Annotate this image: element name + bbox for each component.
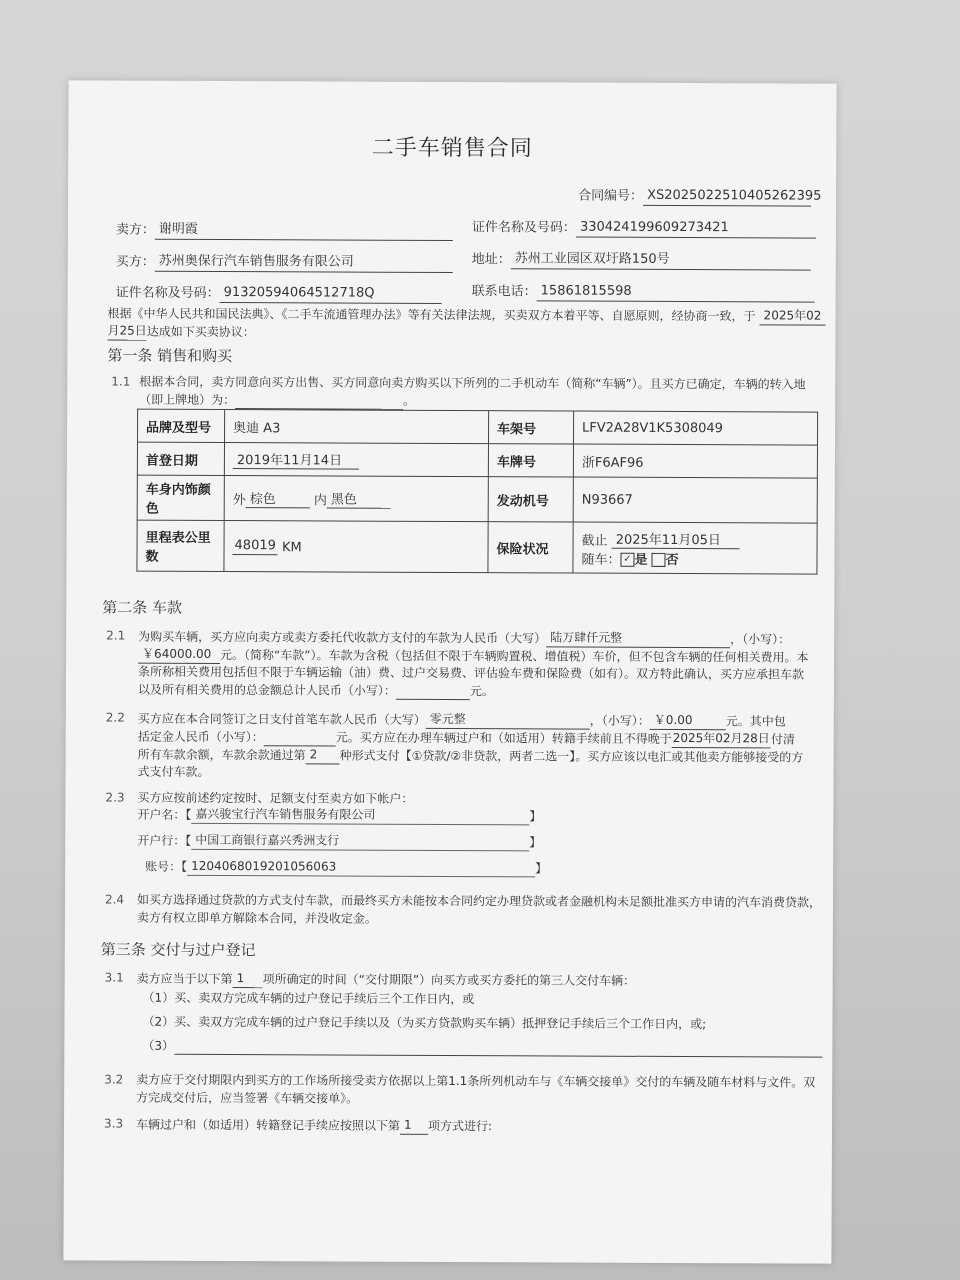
- no-label: 否: [665, 552, 679, 568]
- section1-title: 第一条 销售和购买: [107, 346, 233, 366]
- vin-label: 车架号: [488, 411, 573, 444]
- yes-checkbox[interactable]: ✓: [620, 553, 634, 567]
- delivery-option-3: [142, 1037, 822, 1058]
- account-name-close: 】: [529, 809, 542, 824]
- clause-2-1-text-d: 以及所有相关费用的总金额总计人民币（小写）：: [137, 682, 396, 698]
- seller-id: 330424199609273421: [576, 219, 816, 239]
- section2-title: 第二条 车款: [102, 598, 183, 617]
- first-payment-number: ￥0.00: [650, 711, 726, 730]
- exterior-color: 棕色: [246, 488, 310, 508]
- total-amount-blank: [396, 683, 470, 700]
- yes-label: 是: [634, 552, 648, 568]
- clause-3-3-line1: [136, 1115, 492, 1136]
- clause-2-2-text-e: 元。买方应在办理车辆过户和（如适用）转籍手续前且不得晚于: [335, 730, 672, 746]
- seller-row: [116, 221, 453, 241]
- buyer-id-row: [116, 284, 442, 304]
- buyer-id: 91320594064512718Q: [220, 284, 442, 304]
- account-number-row: [145, 857, 547, 878]
- table-row: [138, 409, 818, 445]
- clause-1-1-line2: [139, 391, 415, 410]
- vehicle-info-table: [136, 409, 818, 575]
- deposit-blank: [264, 729, 336, 746]
- clause-3-1-text-a: 卖方应当于以下第: [136, 971, 233, 987]
- clause-2-1-line3: 条所称相关费用包括但不限于车辆运输（油）费、过户交易费、评估验车费和保险费（如有）。双方特此确认，买方应承担车款: [137, 664, 805, 682]
- clause-3-1-line1: [137, 969, 636, 990]
- color-cell: [224, 476, 488, 522]
- buyer-id-label: 证件名称及号码：: [115, 285, 220, 301]
- clause-2-2-text-g: 所有车款余额，车款余款通过第: [137, 747, 306, 763]
- account-number-label: 账号：【: [145, 859, 188, 874]
- vin-value: LFV2A28V1K5308049: [573, 411, 817, 445]
- clause-3-2-line1: 卖方应于交付期限内到买方的工作场所接受卖方依据以上第1.1条所列机动车与《车辆交接单》交付的车辆及随车材料与文件。双: [136, 1072, 816, 1090]
- delivery-option-1: （1）买、卖双方完成车辆的过户登记手续后三个工作日内，或: [142, 990, 475, 1007]
- buyer-name: 苏州奥保行汽车销售服务有限公司: [155, 253, 453, 273]
- plate-value: 浙F6AF96: [573, 444, 817, 478]
- section3-title: 第三条 交付与过户登记: [100, 940, 256, 960]
- clause-3-2-number: 3.2: [104, 1072, 124, 1087]
- clause-2-1-text-e: 元。: [469, 684, 494, 699]
- clause-2-1-text-c: 元。（简称“车款”）。车款为含税（包括但不限于车辆购置税、增值税）车价，但不包含车辆的任何相关费用。本: [220, 647, 809, 665]
- preamble-date-a: 2025年02: [760, 306, 826, 325]
- mileage-unit: KM: [282, 539, 302, 555]
- account-number-close: 】: [535, 861, 548, 876]
- clause-2-2-text-c: 元。其中包: [725, 714, 786, 729]
- clause-2-3-number: 2.3: [105, 790, 125, 805]
- preamble-end: 达成如下买卖协议：: [146, 324, 255, 340]
- clause-1-1-number: 1.1: [111, 374, 131, 389]
- insurance-date: 2025年11月05日: [612, 528, 740, 549]
- account-name-row: [137, 805, 541, 826]
- account-bank-row: [137, 831, 541, 852]
- interior-color: 黑色: [327, 488, 391, 508]
- mileage-label: 里程表公里数: [137, 520, 224, 571]
- clause-2-2-text-f: 付清: [770, 732, 795, 747]
- clause-2-2-text-b: ，（小写）：: [589, 713, 650, 728]
- brand-label: 品牌及型号: [138, 409, 225, 442]
- insurance-prefix: 截止: [581, 533, 608, 549]
- contract-number-label: 合同编号：: [578, 188, 644, 204]
- insurance-cell: [573, 522, 817, 574]
- clause-2-2-line4: 式支付车款。: [137, 764, 210, 779]
- clause-1-1-line1: 根据本合同，卖方同意向买方出售、买方同意向卖方购买以下所列的二手机动车（简称“车辆”）。且买方已确定，车辆的转入地: [139, 374, 806, 392]
- address-row: [472, 250, 811, 270]
- preamble-line2: [107, 322, 254, 342]
- preamble-date-b: 月25日: [107, 322, 146, 341]
- clause-2-2-text-a: 买方应在本合同签订之日支付首笔车款人民币（大写）: [137, 711, 426, 727]
- no-checkbox[interactable]: [652, 553, 666, 567]
- mileage-cell: [224, 521, 488, 573]
- account-number: 1204068019201056063: [187, 857, 535, 878]
- clause-2-2-line3: [138, 745, 804, 767]
- brand-value: 奥迪 A3: [224, 410, 488, 444]
- clause-2-1-text-b: ，（小写）：: [730, 632, 791, 647]
- first-payment-uppercase: 零元整: [426, 710, 590, 730]
- clause-2-1-number: 2.1: [106, 628, 126, 643]
- delivery-option-2: （2）买、卖双方完成车辆的过户登记手续以及（为买方贷款购买车辆）抵押登记手续后三个工作日内，或;: [142, 1014, 707, 1032]
- clause-3-2-line2: 方完成交付后，应当签署《车辆交接单》。: [136, 1090, 359, 1106]
- contract-number-value: XS2025022510405262395: [643, 187, 811, 207]
- delivery-option-3-blank: [174, 1038, 822, 1058]
- payment-deadline: 2025年02月28日: [672, 729, 771, 748]
- reg-date-cell: [224, 443, 488, 477]
- clause-3-3-number: 3.3: [103, 1116, 124, 1131]
- clause-3-3-text-a: 车辆过户和（如适用）转籍登记手续应按照以下第: [135, 1117, 401, 1133]
- buyer-label: 买方：: [115, 254, 155, 270]
- account-name-label: 开户名：【: [137, 807, 192, 822]
- insurance-date-line: [582, 528, 809, 549]
- insurance-label: 保险状况: [488, 522, 573, 573]
- preamble-text: 根据《中华人民共和国民法典》、《二手车流通管理办法》等有关法律法规，买卖双方本着平等、自愿原则，经协商一致，于: [107, 306, 756, 324]
- clause-1-1-label: （即上牌地）为：: [139, 392, 236, 408]
- engine-value: N93667: [573, 477, 817, 523]
- table-row: [137, 442, 817, 478]
- clause-2-4-number: 2.4: [104, 892, 125, 907]
- clause-2-4-line2: 卖方有权立即单方解除本合同，并没收定金。: [136, 910, 377, 926]
- clause-2-2-number: 2.2: [105, 710, 125, 725]
- seller-id-label: 证件名称及号码：: [471, 220, 576, 236]
- price-number: ￥64000.00: [138, 645, 220, 664]
- clause-3-3-text-b: 项方式进行:: [428, 1118, 493, 1134]
- interior-prefix: 内: [313, 493, 327, 509]
- clause-2-2-text-h: 种形式支付【①贷款/②非贷款，两者二选一】。买方应该以电汇或其他卖方能够接受的方: [339, 748, 804, 765]
- mileage-value: 48019: [233, 538, 278, 555]
- phone-value: 15861815598: [537, 282, 815, 302]
- engine-label: 发动机号: [488, 477, 573, 522]
- with-car-label: 随车：: [581, 552, 621, 568]
- address-label: 地址：: [471, 252, 511, 268]
- account-bank-label: 开户行：【: [137, 833, 192, 848]
- address-value: 苏州工业园区双圩路150号: [511, 250, 811, 270]
- account-name: 嘉兴骏宝行汽车销售服务有限公司: [191, 805, 529, 825]
- clause-2-4-line1: 如买方选择通过贷款的方式支付车款，而最终买方未能按本合同约定办理贷款或者金融机构未足额批准买方申请的汽车消费贷款，: [136, 892, 822, 910]
- transfer-option-choice: 1: [400, 1116, 428, 1135]
- buyer-row: [116, 253, 453, 273]
- clause-2-1-line4: [138, 681, 494, 701]
- reg-date-value: 2019年11月14日: [233, 449, 359, 470]
- color-label: 车身内饰颜色: [137, 475, 224, 520]
- price-uppercase: 陆万肆仟元整: [546, 628, 730, 648]
- delivery-option-choice: 1: [233, 969, 263, 988]
- clause-2-1-text-a: 为购买车辆，买方应向卖方或卖方委托代收款方支付的车款为人民币（大写）: [138, 629, 547, 646]
- clause-3-1-text-b: 项所确定的时间（“交付期限”）向买方或买方委托的第三人交付车辆：: [262, 972, 636, 988]
- account-bank: 中国工商银行嘉兴秀洲支行: [191, 831, 529, 851]
- contract-paper: [63, 80, 836, 1263]
- exterior-prefix: 外: [232, 493, 246, 509]
- clause-3-1-number: 3.1: [104, 970, 124, 985]
- contract-number: [578, 187, 822, 207]
- clause-2-3-line1: 买方应按前述约定按时、足额支付至卖方如下帐户：: [137, 790, 414, 806]
- payment-method-choice: 2: [306, 745, 340, 764]
- table-row: [137, 475, 817, 523]
- plate-location-blank: [235, 392, 403, 410]
- phone-row: [472, 282, 815, 302]
- phone-label: 联系电话：: [471, 284, 537, 300]
- clause-2-2-text-d: 括定金人民币（小写）：: [137, 729, 264, 745]
- table-row: [137, 520, 817, 574]
- delivery-option-3-label: （3）: [142, 1038, 175, 1053]
- with-car-line: [581, 548, 808, 568]
- plate-label: 车牌号: [488, 444, 573, 477]
- reg-date-label: 首登日期: [137, 442, 224, 475]
- document-title: 二手车销售合同: [371, 135, 533, 162]
- account-bank-close: 】: [529, 835, 542, 850]
- seller-label: 卖方：: [115, 222, 155, 238]
- seller-name: 谢明霞: [155, 221, 453, 241]
- clause-1-1-end: 。: [403, 393, 416, 408]
- seller-id-row: [472, 218, 816, 239]
